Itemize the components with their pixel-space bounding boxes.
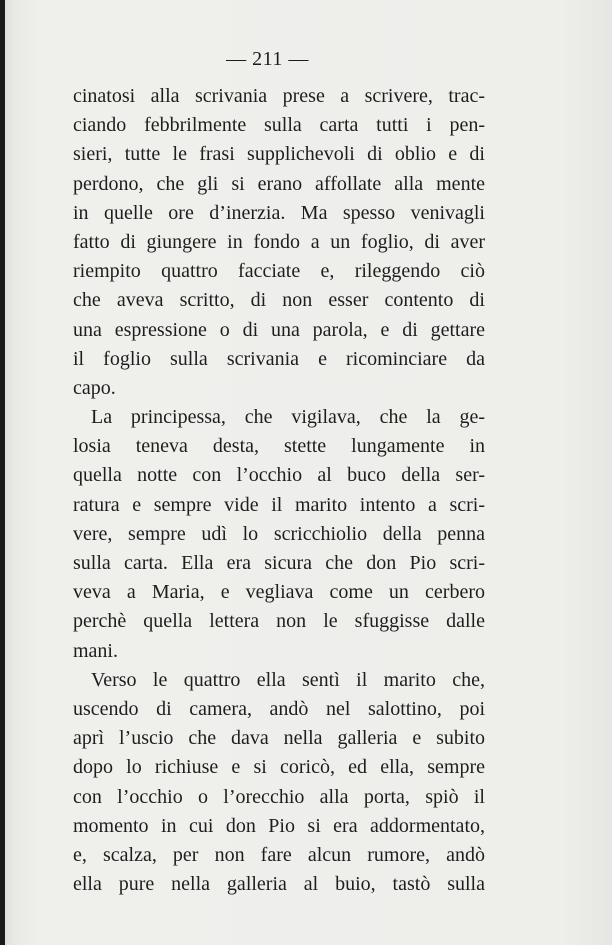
text-line: ciando febbrilmente sulla carta tutti i pen- bbox=[73, 114, 485, 137]
text-line: con l’occhio o l’orecchio alla porta, spiò il bbox=[73, 785, 485, 808]
text-line: che aveva scritto, di non esser contento di bbox=[73, 289, 485, 312]
text-line: aprì l’uscio che dava nella galleria e subito bbox=[73, 727, 485, 750]
text-line: cinatosi alla scrivania prese a scrivere, trac- bbox=[73, 85, 485, 107]
text-line: quella notte con l’occhio al buco della ser- bbox=[73, 464, 485, 487]
body-text bbox=[73, 82, 485, 899]
paragraph-2 bbox=[73, 403, 485, 666]
text-line: losia teneva desta, stette lungamente in bbox=[73, 435, 485, 458]
page-binding-edge bbox=[0, 0, 5, 945]
text-line: il foglio sulla scrivania e ricominciare da bbox=[73, 347, 485, 370]
text-line: perdono, che gli si erano affollate alla mente bbox=[73, 172, 485, 195]
text-line: uscendo di camera, andò nel salottino, poi bbox=[73, 697, 485, 720]
text-line: e, scalza, per non fare alcun rumore, andò bbox=[73, 843, 485, 866]
text-line: La principessa, che vigilava, che la ge- bbox=[91, 406, 485, 429]
text-line: capo. bbox=[73, 376, 116, 399]
paragraph-1 bbox=[73, 82, 485, 403]
text-line: momento in cui don Pio si era addormentato, bbox=[73, 814, 485, 837]
paragraph-3 bbox=[73, 666, 485, 900]
text-line: mani. bbox=[73, 639, 118, 662]
text-line: in quelle ore d’inerzia. Ma spesso venivagli bbox=[73, 201, 485, 224]
text-line: riempito quattro facciate e, rileggendo ciò bbox=[73, 260, 485, 283]
text-line: sulla carta. Ella era sicura che don Pio scri- bbox=[73, 552, 485, 574]
page-number: — 211 — bbox=[226, 48, 309, 70]
text-line: Verso le quattro ella sentì il marito che, bbox=[91, 668, 485, 691]
text-line: sieri, tutte le frasi supplichevoli di oblio e di bbox=[73, 143, 485, 166]
text-line: veva a Maria, e vegliava come un cerbero bbox=[73, 581, 485, 604]
text-line: perchè quella lettera non le sfuggisse dalle bbox=[73, 610, 485, 633]
text-line: fatto di giungere in fondo a un foglio, di aver bbox=[73, 230, 485, 253]
text-line: ella pure nella galleria al buio, tastò sulla bbox=[73, 873, 485, 896]
text-line: ratura e sempre vide il marito intento a scri- bbox=[73, 493, 485, 516]
text-line: vere, sempre udì lo scricchiolio della penna bbox=[73, 522, 485, 545]
text-line: una espressione o di una parola, e di gettare bbox=[73, 318, 485, 341]
text-line: dopo lo richiuse e si coricò, ed ella, sempre bbox=[73, 756, 485, 779]
